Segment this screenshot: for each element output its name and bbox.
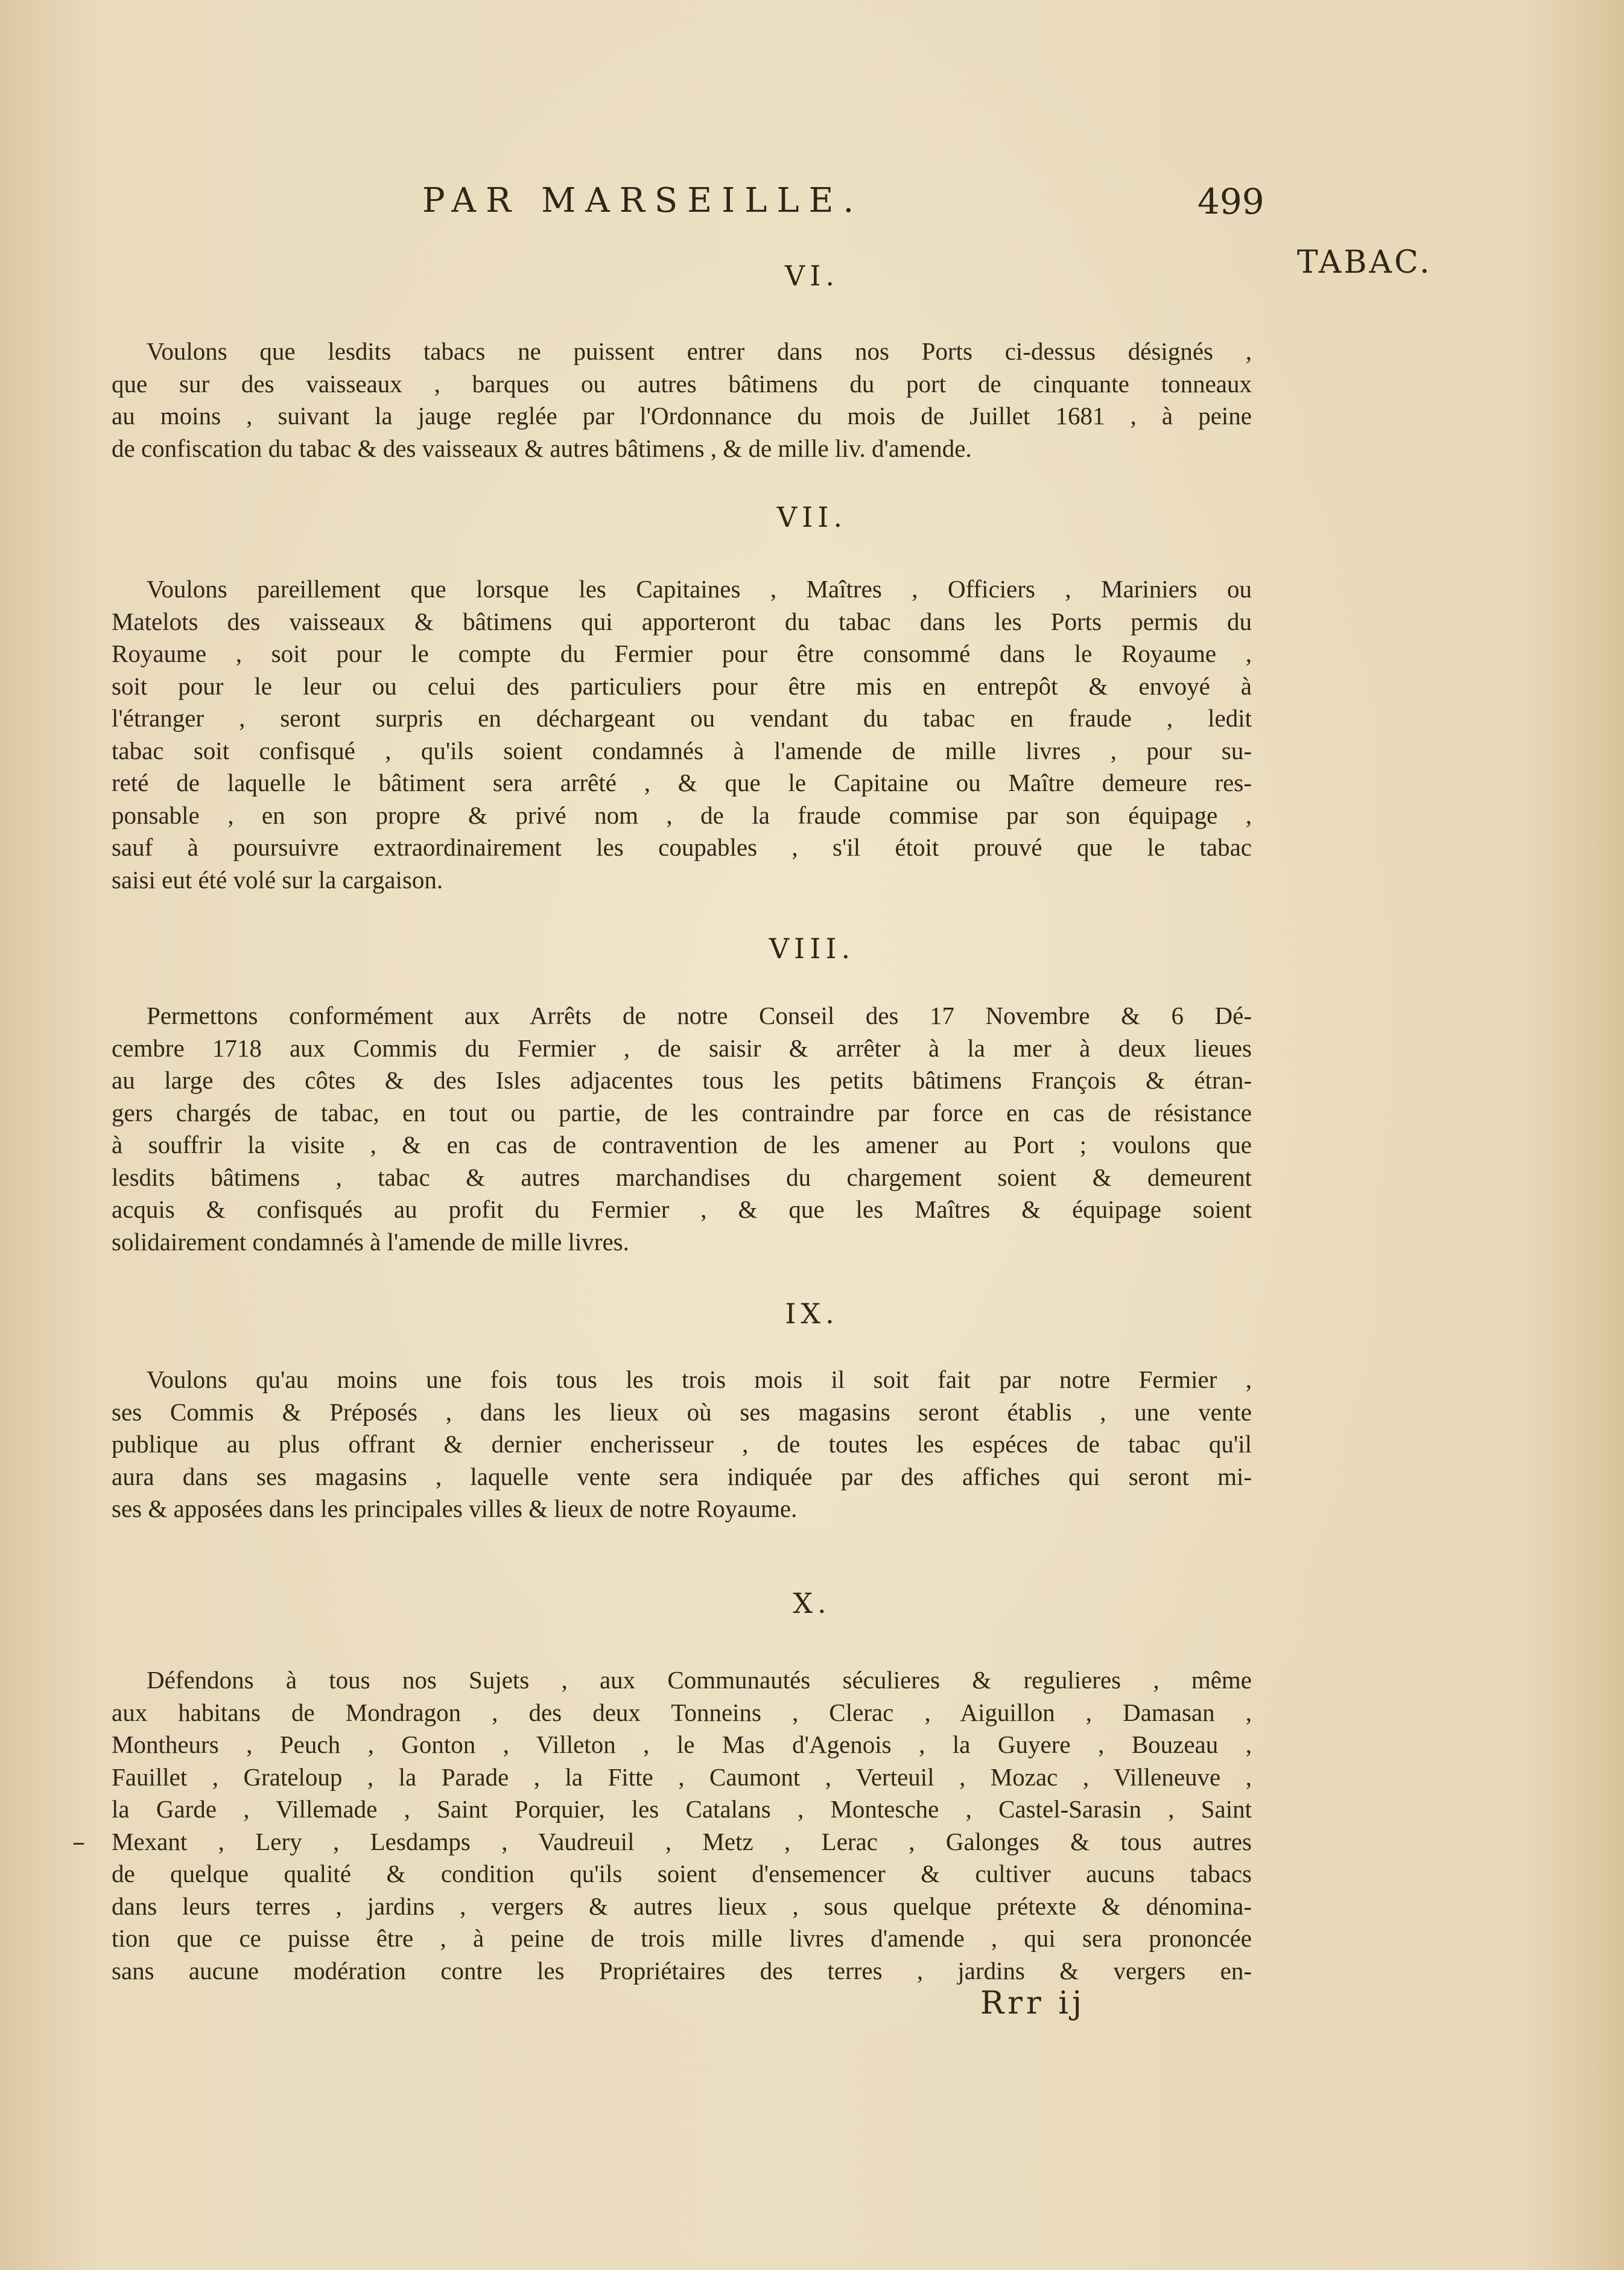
article-ix-text [112, 1364, 1252, 1525]
text-line: de confiscation du tabac & des vaisseaux & autres bâtimens , & de mille liv. d'amende. [112, 434, 972, 462]
text-line: sans aucune modération contre les Propriétaires des terres , jardins & vergers en- [112, 1956, 1252, 1985]
text-line: acquis & confisqués au profit du Fermier , & que les Maîtres & équipage soient [112, 1195, 1252, 1223]
text-line: Voulons qu'au moins une fois tous les trois mois il soit fait par notre Fermier , [147, 1365, 1252, 1393]
text-line: au moins , suivant la jauge reglée par l'Ordonnance du mois de Juillet 1681 , à peine [112, 402, 1252, 430]
article-x-text [112, 1664, 1252, 1987]
text-line: reté de laquelle le bâtiment sera arrêté , & que le Capitaine ou Maître demeure res- [112, 769, 1252, 796]
text-line: Permettons conformément aux Arrêts de notre Conseil des 17 Novembre & 6 Dé- [147, 1002, 1252, 1029]
text-line: ponsable , en son propre & privé nom , de la fraude commise par son équipage , [112, 801, 1252, 829]
text-line: lesdits bâtimens , tabac & autres marchandises du chargement soient & demeurent [112, 1163, 1252, 1191]
margin-note: TABAC. [1297, 244, 1432, 281]
text-line: solidairement condamnés à l'amende de mille livres. [112, 1227, 629, 1256]
text-line: Royaume , soit pour le compte du Fermier pour être consommé dans le Royaume , [112, 640, 1252, 667]
text-line: Fauillet , Grateloup , la Parade , la Fitte , Caumont , Verteuil , Mozac , Villeneuve , [112, 1763, 1252, 1791]
text-line: que sur des vaisseaux , barques ou autres bâtimens du port de cinquante tonneaux [112, 369, 1252, 398]
text-line: dans leurs terres , jardins , vergers & autres lieux , sous quelque prétexte & dénomina- [112, 1892, 1252, 1920]
text-line: à souffrir la visite , & en cas de contravention de les amener au Port ; voulons que [112, 1131, 1252, 1159]
article-heading-vi: VI. [784, 259, 839, 292]
text-line: aura dans ses magasins , laquelle vente sera indiquée par des affiches qui seront mi- [112, 1462, 1252, 1490]
article-viii-text [112, 1000, 1252, 1258]
text-line: cembre 1718 aux Commis du Fermier , de saisir & arrêter à la mer à deux lieues [112, 1034, 1252, 1062]
article-vi-text [112, 335, 1252, 465]
text-line: tion que ce puisse être , à peine de trois mille livres d'amende , qui sera prononcée [112, 1924, 1252, 1952]
text-line: l'étranger , seront surpris en déchargeant ou vendant du tabac en fraude , ledit [112, 704, 1252, 732]
text-line: de quelque qualité & condition qu'ils soient d'ensemencer & cultiver aucuns tabacs [112, 1860, 1252, 1887]
signature-mark: Rrr ij [980, 1985, 1086, 2021]
text-line: ses & apposées dans les principales villes & lieux de notre Royaume. [112, 1495, 798, 1522]
text-line: sauf à poursuivre extraordinairement les coupables , s'il étoit prouvé que le tabac [112, 833, 1252, 861]
text-line: Voulons pareillement que lorsque les Capitaines , Maîtres , Officiers , Mariniers ou [147, 575, 1252, 603]
margin-dash: – [72, 1827, 85, 1857]
text-line: Mexant , Lery , Lesdamps , Vaudreuil , Metz , Lerac , Galonges & tous autres [112, 1827, 1252, 1855]
text-line: publique au plus offrant & dernier encherisseur , de toutes les espéces de tabac qu'il [112, 1430, 1252, 1458]
text-line: aux habitans de Mondragon , des deux Tonneins , Clerac , Aiguillon , Damasan , [112, 1698, 1252, 1726]
text-line: tabac soit confisqué , qu'ils soient condamnés à l'amende de mille livres , pour su- [112, 736, 1252, 765]
article-heading-ix: IX. [785, 1297, 839, 1330]
article-heading-vii: VII. [776, 501, 848, 533]
article-heading-viii: VIII. [769, 932, 855, 965]
text-line: gers chargés de tabac, en tout ou partie, de les contraindre par force en cas de résistance [112, 1098, 1252, 1127]
text-line: Défendons à tous nos Sujets , aux Communautés séculieres & regulieres , même [147, 1666, 1252, 1694]
article-vii-text [112, 573, 1252, 896]
text-line: au large des côtes & des Isles adjacentes tous les petits bâtimens François & étran- [112, 1066, 1252, 1094]
text-line: Montheurs , Peuch , Gonton , Villeton , le Mas d'Agenois , la Guyere , Bouzeau , [112, 1731, 1252, 1758]
text-line: Voulons que lesdits tabacs ne puissent entrer dans nos Ports ci-dessus désignés , [147, 337, 1252, 365]
text-line: ses Commis & Préposés , dans les lieux où ses magasins seront établis , une vente [112, 1397, 1252, 1426]
text-line: saisi eut été volé sur la cargaison. [112, 865, 443, 894]
text-line: la Garde , Villemade , Saint Porquier, les Catalans , Montesche , Castel-Sarasin , Saint [112, 1795, 1252, 1823]
text-line: soit pour le leur ou celui des particuliers pour être mis en entrepôt & envoyé à [112, 672, 1252, 700]
article-heading-x: X. [793, 1587, 831, 1620]
page-number: 499 [1197, 181, 1264, 222]
text-line: Matelots des vaisseaux & bâtimens qui apporteront du tabac dans les Ports permis du [112, 607, 1252, 635]
running-head: PAR MARSEILLE. [422, 181, 864, 220]
